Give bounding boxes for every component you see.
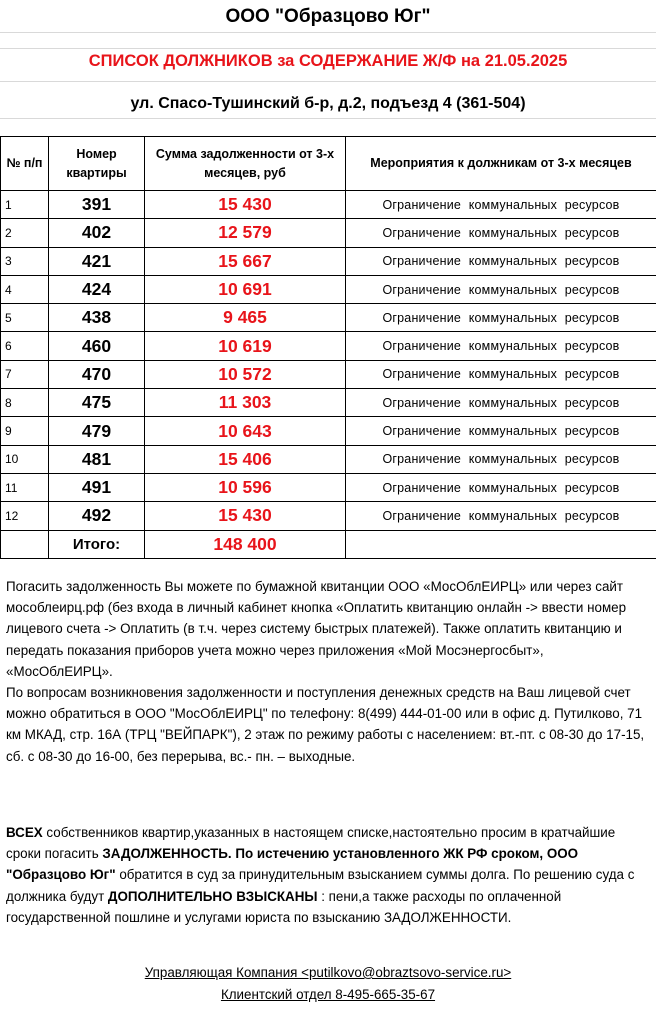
measure-text: Ограничение коммунальных ресурсов — [346, 332, 656, 360]
debtors-table — [0, 136, 656, 559]
table-header-row — [1, 137, 656, 191]
table-row — [1, 219, 656, 247]
table-row — [1, 332, 656, 360]
debt-amount: 10 572 — [145, 360, 346, 388]
apartment-number: 460 — [49, 332, 145, 360]
measure-text: Ограничение коммунальных ресурсов — [346, 502, 656, 530]
grid-line — [0, 32, 656, 33]
table-row — [1, 304, 656, 332]
apartment-number: 391 — [49, 191, 145, 219]
footer-client-dept: Клиентский отдел 8-495-665-35-67 — [220, 987, 436, 1002]
table-row — [1, 247, 656, 275]
debt-amount: 10 619 — [145, 332, 346, 360]
row-number: 7 — [1, 360, 49, 388]
table-row — [1, 191, 656, 219]
footer-email-link[interactable]: Управляющая Компания <putilkovo@obraztsovo-service.ru> — [144, 965, 512, 980]
row-number: 5 — [1, 304, 49, 332]
apartment-number: 481 — [49, 445, 145, 473]
row-number: 8 — [1, 389, 49, 417]
row-number: 9 — [1, 417, 49, 445]
debt-amount: 11 303 — [145, 389, 346, 417]
header-measures: Мероприятия к должникам от 3-х месяцев — [346, 137, 656, 191]
table-row — [1, 360, 656, 388]
payment-text: Погасить задолженность Вы можете по бумажной квитанции ООО «МосОблЕИРЦ» или через сайт мособлеирц.рф (без входа в личный кабинет кнопка «Оплатить квитанцию онлайн -> ввести номер лицевого счета -> Оплатить (в т.ч. через систему быстрых платежей). Также оплатить квитанцию и передать показания приборов учета можно через приложения «Мой Мосэнергосбыт», «МосОблЕИРЦ». — [6, 579, 627, 679]
warning-bold: ДОПОЛНИТЕЛЬНО ВЗЫСКАНЫ — [107, 888, 318, 904]
apartment-number: 421 — [49, 247, 145, 275]
header-debt-sum: Сумма задолженности от 3-х месяцев, руб — [145, 137, 346, 191]
debt-amount: 15 430 — [145, 502, 346, 530]
payment-info — [6, 576, 650, 767]
total-row — [1, 530, 656, 558]
apartment-number: 492 — [49, 502, 145, 530]
debt-amount: 10 596 — [145, 473, 346, 501]
row-number: 2 — [1, 219, 49, 247]
contacts-text: По вопросам возникновения задолженности и поступления денежных средств на Ваш лицевой счет можно обратиться в ООО "МосОблЕИРЦ" по телефону: 8(499) 444-01-00 или в офис д. Путилково, 71 км МКАД, стр. 16А (ТРЦ "ВЕЙПАРК"), 2 этаж по режиму работы с населением: вт.-пт. с 08-30 до 17-15, сб. с 08-30 до 16-00, без перерыва, вс.- пн. – выходные. — [6, 685, 645, 764]
apartment-number: 470 — [49, 360, 145, 388]
total-empty-cell — [346, 530, 656, 558]
debt-amount: 10 643 — [145, 417, 346, 445]
debt-amount: 15 406 — [145, 445, 346, 473]
table-row — [1, 502, 656, 530]
row-number: 11 — [1, 473, 49, 501]
debt-amount: 15 430 — [145, 191, 346, 219]
table-row — [1, 417, 656, 445]
warning-bold: По истечению установленного ЖК РФ сроком, ООО "Образцово Юг" — [6, 846, 579, 883]
total-label: Итого: — [49, 530, 145, 558]
debt-amount: 12 579 — [145, 219, 346, 247]
debt-amount: 10 691 — [145, 275, 346, 303]
measure-text: Ограничение коммунальных ресурсов — [346, 247, 656, 275]
row-number: 3 — [1, 247, 49, 275]
company-name: ООО "Образцово Юг" — [225, 6, 431, 27]
table-row — [1, 389, 656, 417]
header-number: № п/п — [1, 137, 49, 191]
measure-text: Ограничение коммунальных ресурсов — [346, 417, 656, 445]
apartment-number: 479 — [49, 417, 145, 445]
debt-amount: 15 667 — [145, 247, 346, 275]
warning-bold: ЗАДОЛЖЕННОСТЬ. — [102, 846, 232, 862]
apartment-number: 424 — [49, 275, 145, 303]
table-body — [1, 191, 656, 531]
apartment-number: 491 — [49, 473, 145, 501]
row-number: 12 — [1, 502, 49, 530]
measure-text: Ограничение коммунальных ресурсов — [346, 275, 656, 303]
list-title: СПИСОК ДОЛЖНИКОВ за СОДЕРЖАНИЕ Ж/Ф на 21.05.2025 — [88, 52, 568, 70]
measure-text: Ограничение коммунальных ресурсов — [346, 191, 656, 219]
table-row — [1, 445, 656, 473]
row-number: 1 — [1, 191, 49, 219]
header-apartment: Номер квартиры — [49, 137, 145, 191]
measure-text: Ограничение коммунальных ресурсов — [346, 219, 656, 247]
apartment-number: 475 — [49, 389, 145, 417]
measure-text: Ограничение коммунальных ресурсов — [346, 473, 656, 501]
row-number: 4 — [1, 275, 49, 303]
measure-text: Ограничение коммунальных ресурсов — [346, 389, 656, 417]
warning-text: собственников квартир,указанных в настоящем списке,настоятельно просим в кратчайшие сроки погасить — [6, 825, 616, 862]
total-empty-cell — [1, 530, 49, 558]
row-number: 6 — [1, 332, 49, 360]
total-sum: 148 400 — [145, 530, 346, 558]
measure-text: Ограничение коммунальных ресурсов — [346, 445, 656, 473]
table-row — [1, 473, 656, 501]
warning-notice — [6, 822, 650, 928]
grid-line — [0, 118, 656, 119]
debt-amount: 9 465 — [145, 304, 346, 332]
apartment-number: 438 — [49, 304, 145, 332]
apartment-number: 402 — [49, 219, 145, 247]
measure-text: Ограничение коммунальных ресурсов — [346, 304, 656, 332]
grid-line — [0, 48, 656, 49]
building-address: ул. Спасо-Тушинский б-р, д.2, подъезд 4 (361-504) — [130, 95, 526, 112]
table-row — [1, 275, 656, 303]
measure-text: Ограничение коммунальных ресурсов — [346, 360, 656, 388]
warning-text: обратится в суд за принудительным взысканием суммы долга. По решению суда с должника будут — [6, 867, 635, 904]
row-number: 10 — [1, 445, 49, 473]
warning-text: : пени,а также расходы по оплаченной государственной пошлине и услугами юриста по взысканию ЗАДОЛЖЕННОСТИ. — [6, 888, 562, 925]
warning-bold: ВСЕХ — [6, 825, 43, 840]
grid-line — [0, 81, 656, 82]
